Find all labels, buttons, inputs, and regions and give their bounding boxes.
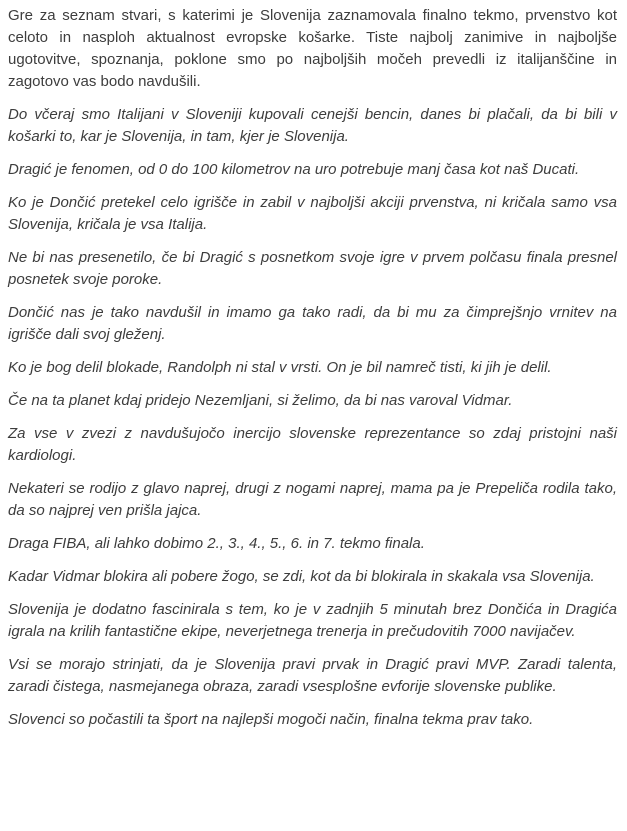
quote-paragraph: Vsi se morajo strinjati, da je Slovenija pravi prvak in Dragić pravi MVP. Zaradi talenta, zaradi čistega, nasmejanega obraza, zaradi vsesplošne evforije slovenske publike. (8, 656, 617, 695)
quote-paragraph: Kadar Vidmar blokira ali pobere žogo, se zdi, kot da bi blokirala in skakala vsa Slovenija. (8, 568, 595, 585)
intro-paragraph: Gre za seznam stvari, s katerimi je Slovenija zaznamovala finalno tekmo, prvenstvo kot celoto in nasploh aktualnost evropske košarke. Tiste najbolj zanimive in najboljše ugotovitve, spoznanja, poklone smo po najboljših močeh prevedli iz italijanščine in zagotovo vas bodo navdušili. (8, 7, 617, 90)
quote-paragraph: Nekateri se rodijo z glavo naprej, drugi z nogami naprej, mama pa je Prepeliča rodila tako, da so najprej ven prišla jajca. (8, 480, 617, 519)
quote-paragraph: Če na ta planet kdaj pridejo Nezemljani, si želimo, da bi nas varoval Vidmar. (8, 392, 513, 409)
quote-paragraph: Slovenci so počastili ta šport na najlepši mogoči način, finalna tekma prav tako. (8, 711, 534, 728)
quote-paragraph: Za vse v zvezi z navdušujočo inercijo slovenske reprezentance so zdaj pristojni naši kardiologi. (8, 425, 617, 464)
quote-paragraph: Ko je Dončić pretekel celo igrišče in zabil v najboljši akciji prvenstva, ni kričala samo vsa Slovenija, kričala je vsa Italija. (8, 194, 617, 233)
quote-paragraph: Slovenija je dodatno fascinirala s tem, ko je v zadnjih 5 minutah brez Dončića in Dragića igrala na krilih fantastične ekipe, neverjetnega trenerja in prečudovitih 7000 navijačev. (8, 601, 617, 640)
quote-paragraph: Dragić je fenomen, od 0 do 100 kilometrov na uro potrebuje manj časa kot naš Ducati. (8, 161, 580, 178)
quote-paragraph: Ne bi nas presenetilo, če bi Dragić s posnetkom svoje igre v prvem polčasu finala presnel posnetek svoje poroke. (8, 249, 617, 288)
quote-paragraph: Do včeraj smo Italijani v Sloveniji kupovali cenejši bencin, danes bi plačali, da bi bili v košarki to, kar je Slovenija, in tam, kjer je Slovenija. (8, 106, 617, 145)
quote-paragraph: Ko je bog delil blokade, Randolph ni stal v vrsti. On je bil namreč tisti, ki jih je delil. (8, 359, 552, 376)
quote-paragraph: Draga FIBA, ali lahko dobimo 2., 3., 4., 5., 6. in 7. tekmo finala. (8, 535, 425, 552)
quote-paragraph: Dončić nas je tako navdušil in imamo ga tako radi, da bi mu za čimprejšnjo vrnitev na igrišče dali svoj gleženj. (8, 304, 617, 343)
